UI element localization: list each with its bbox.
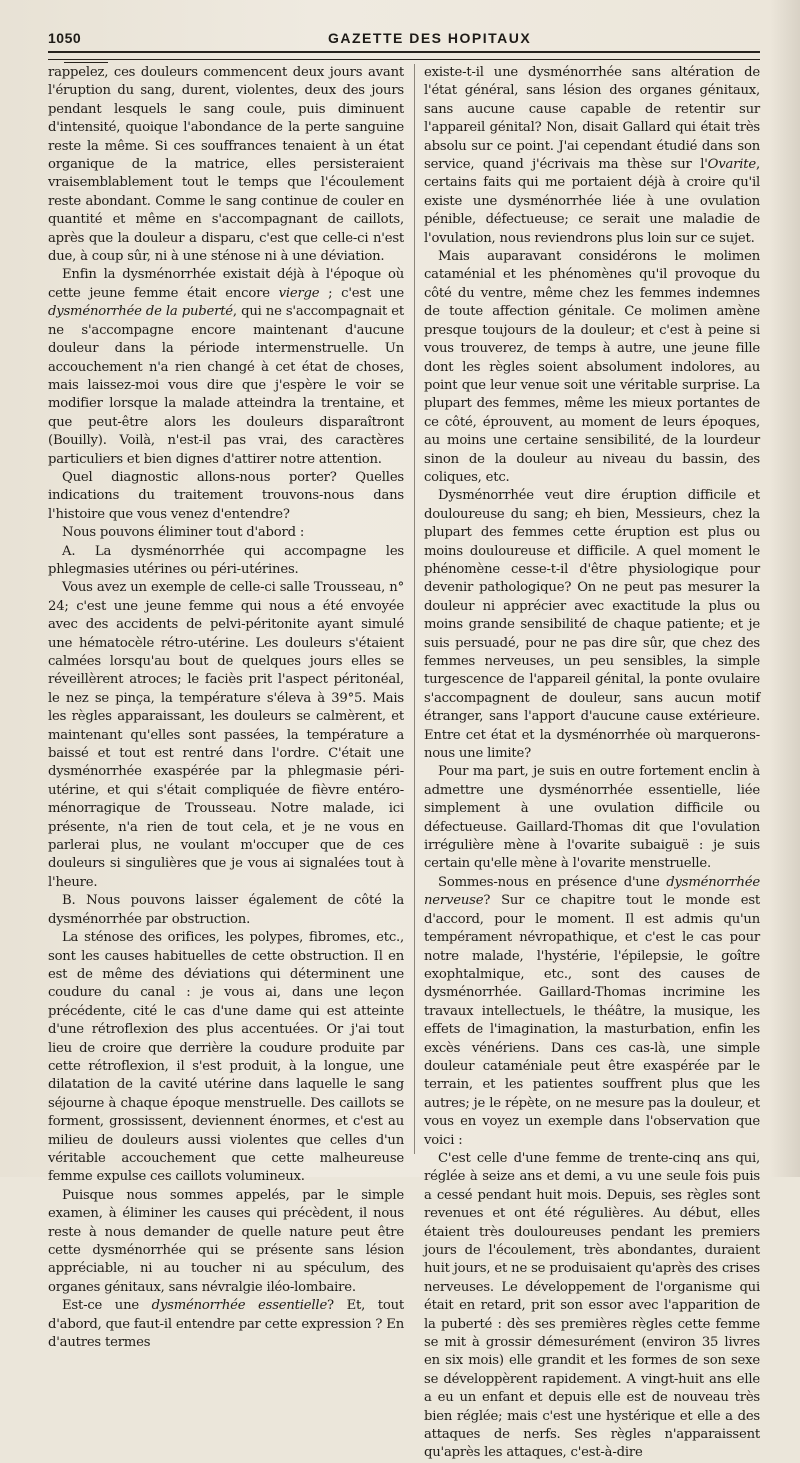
italic-term: Ovarite: [707, 157, 756, 173]
column-start-rule: [64, 62, 108, 63]
section-heading-b: B. Nous pouvons laisser également de côté la dysménorrhée par obstruction.: [48, 893, 404, 927]
column-divider: [414, 64, 415, 1154]
paragraph: Vous avez un exemple de celle-ci salle Trousseau, n° 24; c'est une jeune femme qui nous a été envoyée avec des accidents de pelvi-péritonite ayant simulé une hématocèle rétro-utérine. Les douleurs s'étaient calmées lorsqu'au bout de quelques jours elles se réveillèrent atroces; le faciès prit l'aspect péritonéal, le nez se pinça, la température s'éleva à 39°5. Mais les règles apparaissant, les douleurs se calmèrent, et maintenant qu'elles sont passées, la température a baissé et tout est rentré dans l'ordre. C'était une dysménorrhée exaspérée par la phlegmasie péri-utérine, et qui s'était compliquée de fièvre entéro-ménorragique de Trousseau. Notre malade, ici présente, n'a rien de tout cela, et je ne vous en parlerai plus, ne voulant m'occuper que de ces douleurs si singulières que je vous ai signalées tout à l'heure.: [48, 580, 404, 890]
paragraph: Est-ce une dysménorrhée essentielle? Et, tout d'abord, que faut-il entendre par cette expression ? En d'autres termes: [48, 1298, 404, 1351]
paragraph: Sommes-nous en présence d'une dysménorrhée nerveuse? Sur ce chapitre tout le monde est d'accord, pour le moment. Il est admis qu'un tempérament névropathique, et c'est le cas pour notre malade, l'hystérie, l'épilepsie, le goître exophtalmique, etc., sont des causes de dysménorrhée. Gaillard-Thomas incrimine les travaux intellectuels, le théâtre, la musique, les effets de l'imagination, la masturbation, enfin les excès vénériens. Dans ces cas-là, une simple douleur cataméniale peut être exaspérée par le terrain, et les patientes souffrent plus que les autres; je le répète, on ne mesure pas la douleur, et vous en voyez un exemple dans l'observation que voici :: [424, 874, 760, 1148]
page-header: [48, 24, 760, 46]
paragraph: rappelez, ces douleurs commencent deux jours avant l'éruption du sang, durent, violentes, deux des jours pendant lesquels le sang coule, puis diminuent d'intensité, quoique l'abondance de la perte sanguine reste la même. Si ces souffrances tenaient à un état organique de la matrice, elles persisteraient vraisemblablement tout le temps que l'écoulement reste abondant. Comme le sang continue de couler en quantité et même en s'accompagnant de caillots, après que la douleur a disparu, c'est que celle-ci n'est due, à coup sûr, ni à une sténose ni à une déviation.: [48, 65, 404, 265]
italic-term: dysménorrhée nerveuse: [424, 874, 760, 909]
paragraph: Enfin la dysménorrhée existait déjà à l'époque où cette jeune femme était encore vierge ; c'est une dysménorrhée de la puberté, qui ne s'accompagnait et ne s'accompagne encore maintenant d'aucune douleur dans la période intermenstruelle. Un accouchement n'a rien changé à cet état de choses, mais laissez-moi vous dire que j'espère le voir se modifier lorsque la malade atteindra la trentaine, et que peut-être alors les douleurs disparaîtront (Bouilly). Voilà, n'est-il pas vrai, des caractères particuliers et bien dignes d'attirer notre attention.: [48, 267, 405, 467]
paragraph: Nous pouvons éliminer tout d'abord :: [62, 525, 305, 541]
paragraph: Dysménorrhée veut dire éruption difficile et douloureuse du sang; eh bien, Messieurs, chez la plupart des femmes cette éruption est plus ou moins douloureuse et difficile. A quel moment le phénomène cesse-t-il d'être physiologique pour devenir pathologique? On ne peut pas mesurer la douleur ni apprécier avec exactitude la plus ou moins grande sensibilité de chaque patiente; et je suis persuadé, pour ne pas dire sûr, que chez des femmes nerveuses, un peu sensibles, la simple turgescence de l'appareil génital, la ponte ovulaire s'accompagnent de douleur, sans aucun motif étranger, sans l'apport d'aucune cause extérieure. Entre cet état et la dysménorrhée où marquerons-nous une limite?: [424, 488, 760, 762]
italic-term: dysménorrhée essentielle: [151, 1298, 328, 1314]
header-rule-thin: [48, 59, 760, 60]
left-column: [48, 64, 405, 1351]
paragraph: existe-t-il une dysménorrhée sans altération de l'état général, sans lésion des organes génitaux, sans aucune cause capable de retentir sur l'appareil génital? Non, disait Gallard qui était très absolu sur ce point. J'ai cependant étudié dans son service, quand j'écrivais ma thèse sur l'Ovarite, certains faits qui me portaient déjà à croire qu'il existe une dysménorrhée liée à une ovulation pénible, défectueuse; ce serait une maladie de l'ovulation, nous reviendrons plus loin sur ce sujet.: [424, 65, 760, 246]
right-column: [424, 64, 760, 1461]
paragraph: Pour ma part, je suis en outre fortement enclin à admettre une dysménorrhée essentielle, liée simplement à une ovulation difficile ou défectueuse. Gaillard-Thomas dit que l'ovulation irrégulière mène à l'ovarite subaiguë : je suis certain qu'elle mène à l'ovarite menstruelle.: [424, 764, 760, 872]
paragraph: Puisque nous sommes appelés, par le simple examen, à éliminer les causes qui précèdent, il nous reste à nous demander de quelle nature peut être cette dysménorrhée qui se présente sans lésion appréciable, ni au toucher ni au spéculum, des organes génitaux, sans névralgie iléo-lombaire.: [48, 1187, 404, 1295]
section-heading-a: A. La dysménorrhée qui accompagne les phlegmasies utérines ou péri-utérines.: [48, 543, 404, 577]
italic-term: dysménorrhée de la puberté: [48, 304, 233, 320]
journal-title: GAZETTE DES HOPITAUX: [328, 30, 532, 46]
page-edge-shadow: [770, 0, 800, 1177]
paragraph: Quel diagnostic allons-nous porter? Quelles indications du traitement trouvons-nous dans l'histoire que vous venez d'entendre?: [48, 469, 404, 522]
page-number: 1050: [48, 30, 82, 46]
paragraph: La sténose des orifices, les polypes, fibromes, etc., sont les causes habituelles de cette obstruction. Il en est de même des déviations qui déterminent une coudure du canal : je vous ai, dans une leçon précédente, cité le cas d'une dame qui est atteinte d'une rétroflexion des plus accentuées. Or j'ai tout lieu de croire que derrière la coudure produite par cette rétroflexion, il s'est produit, à la longue, une dilatation de la cavité utérine dans laquelle le sang séjourne à chaque époque menstruelle. Des caillots se forment, grossissent, deviennent énormes, et c'est au milieu de douleurs aussi violentes que celles d'un véritable accouchement que cette malheureuse femme expulse ces caillots volumineux.: [48, 930, 404, 1185]
paragraph: C'est celle d'une femme de trente-cinq ans qui, réglée à seize ans et demi, a vu une seule fois puis a cessé pendant huit mois. Depuis, ses règles sont revenues et ont été régulières. Au début, elles étaient très douloureuses pendant les premiers jours de l'écoulement, très abondantes, duraient huit jours, et ne se produisaient qu'après des crises nerveuses. Le développement de l'organisme qui était en retard, prit son essor avec l'apparition de la puberté : dès ses premières règles cette femme se mit à grossir démesurément (environ 35 livres en six mois) elle grandit et les formes de son sexe se développèrent rapidement. A vingt-huit ans elle a eu un enfant et depuis elle est de nouveau très bien réglée; mais c'est une hystérique et elle a des attaques de nerfs. Ses règles n'apparaissent qu'après les attaques, c'est-à-dire: [424, 1150, 760, 1461]
header-rule-thick: [48, 51, 760, 53]
italic-term: vierge: [278, 285, 320, 301]
paragraph: Mais auparavant considérons le molimen cataménial et les phénomènes qu'il provoque du côté du ventre, même chez les femmes indemnes de toute affection génitale. Ce molimen amène presque toujours de la douleur; et c'est à peine si vous trouverez, de temps à autre, une jeune fille dont les règles soient absolument indolores, au point que leur venue soit une véritable surprise. La plupart des femmes, même les mieux portantes de ce côté, éprouvent, au moment de leurs époques, au moins une certaine sensibilité, de la lourdeur sinon de la douleur au niveau du bassin, des coliques, etc.: [424, 249, 760, 485]
